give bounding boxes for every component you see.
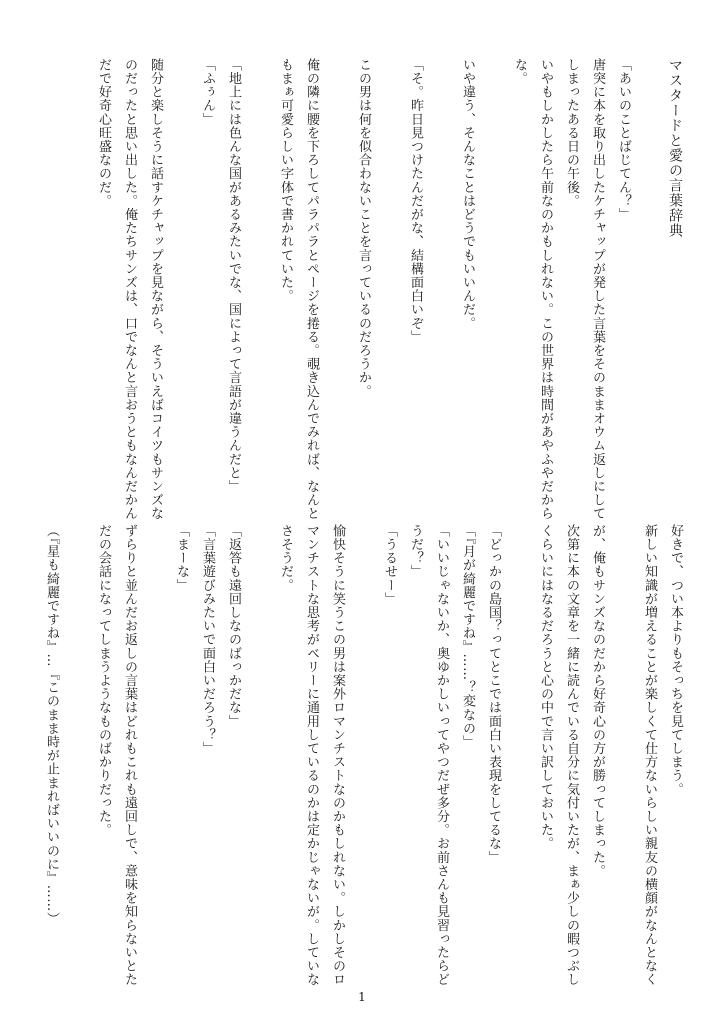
text-line: くらいにはなるだろうと心の中で言い訳しておいた。 [538,524,553,851]
quote-line: 「うるせー」 [382,524,397,606]
quote-line: 「どっかの島国？ってとこでは面白い表現をしてるな」 [486,524,501,864]
text-line: さそうだ。 [278,524,293,592]
text-line: だの会話になってしまうようなものばかりだった。 [96,524,111,837]
text-line: のだったと思い出した。俺たちサンズは、口でなんと言おうともなんだかん [122,58,137,521]
text-line: な。 [512,58,527,86]
text-line: 好きで、つい本よりもそっちを見てしまう。 [668,524,683,796]
quote-line: 「いいじゃないか、奥ゆかしいってやつだぜ多分。お前さんも見習ったらど [434,524,449,987]
paragraph-gap [246,524,272,964]
quote-line: （『星も綺麗ですね』…『このまま時が止まればいいのに』……） [44,524,59,926]
text-line: だで好奇心旺盛なのだ。 [96,58,111,208]
paragraph-gap [246,58,272,478]
page-number: 1 [358,990,366,1004]
text-line: もまぁ可愛らしい字体で書かれていた。 [278,58,293,303]
quote-line: 「まーな」 [174,524,189,592]
quote-line: 「あいのことばじてん？」 [616,58,631,222]
text-line: この男は何を似合わないことを言っているのだろうか。 [356,58,371,398]
text-line: 愉快そうに笑うこの男は案外ロマンチストなのかもしれない。しかしそのロ [330,524,345,987]
paragraph-gap [376,58,402,478]
paragraph-gap [324,58,350,478]
text-line: 新しい知識が増えることが楽しくて仕方ないらしい親友の横顔がなんとなく [642,524,657,987]
quote-line: 「返答も遠回しなのばっかだな」 [226,524,241,728]
document-title: マスタードと愛の言葉辞典 [667,58,683,238]
paragraph-gap [428,58,454,478]
paragraph-gap [506,524,532,964]
text-line: 随分と楽しそうに話すケチャップを見ながら、そういえばコイツもサンズな [148,58,163,521]
quote-line: 「そ。昨日見つけたんだがな、結構面白いぞ」 [408,58,423,344]
paragraph-gap [168,58,194,478]
text-line: 唐突に本を取り出したケチャップが発した言葉をそのままオウム返しにして [590,58,605,521]
text-line: ずらりと並んだお返しの言葉はどれもこれも遠回しで、意味を知らないとた [122,524,137,987]
quote-line: うだ？」 [408,524,423,579]
lower-text-block [44,524,688,987]
text-line: いやもしかしたら午前なのかもしれない。この世界は時間があやふやだから [538,58,553,521]
text-line: 俺の隣に腰を下ろしてパラパラとページを捲る。覗き込んでみれば、なんと [304,58,319,521]
paragraph-gap [350,524,376,964]
paragraph-gap [142,524,168,964]
text-line: が、俺もサンズなのだから好奇心の方が勝ってしまった。 [590,524,605,878]
text-line: いや違う、そんなことはどうでもいいんだ。 [460,58,475,330]
quote-line: 「ふぅん」 [200,58,215,126]
quote-line: 「地上には色んな国があるみたいでな、国によって言語が違うんだと」 [226,58,241,494]
text-line: マンチストな思考がベリーに通用しているのかは定かじゃないが。していな [304,524,319,987]
upper-text-block [78,58,688,521]
paragraph-gap [610,524,636,964]
quote-line: 「言葉遊びみたいで面白いだろう？」 [200,524,215,756]
quote-line: 「『月が綺麗ですね』……？変なの」 [460,524,475,749]
paragraph-gap [480,58,506,478]
text-line: 次第に本の文章を一緒に読んでいる自分に気付いたが、まぁ少しの暇つぶし [564,524,579,987]
text-line: しまったある日の午後。 [564,58,579,208]
paragraph-gap [64,524,90,964]
